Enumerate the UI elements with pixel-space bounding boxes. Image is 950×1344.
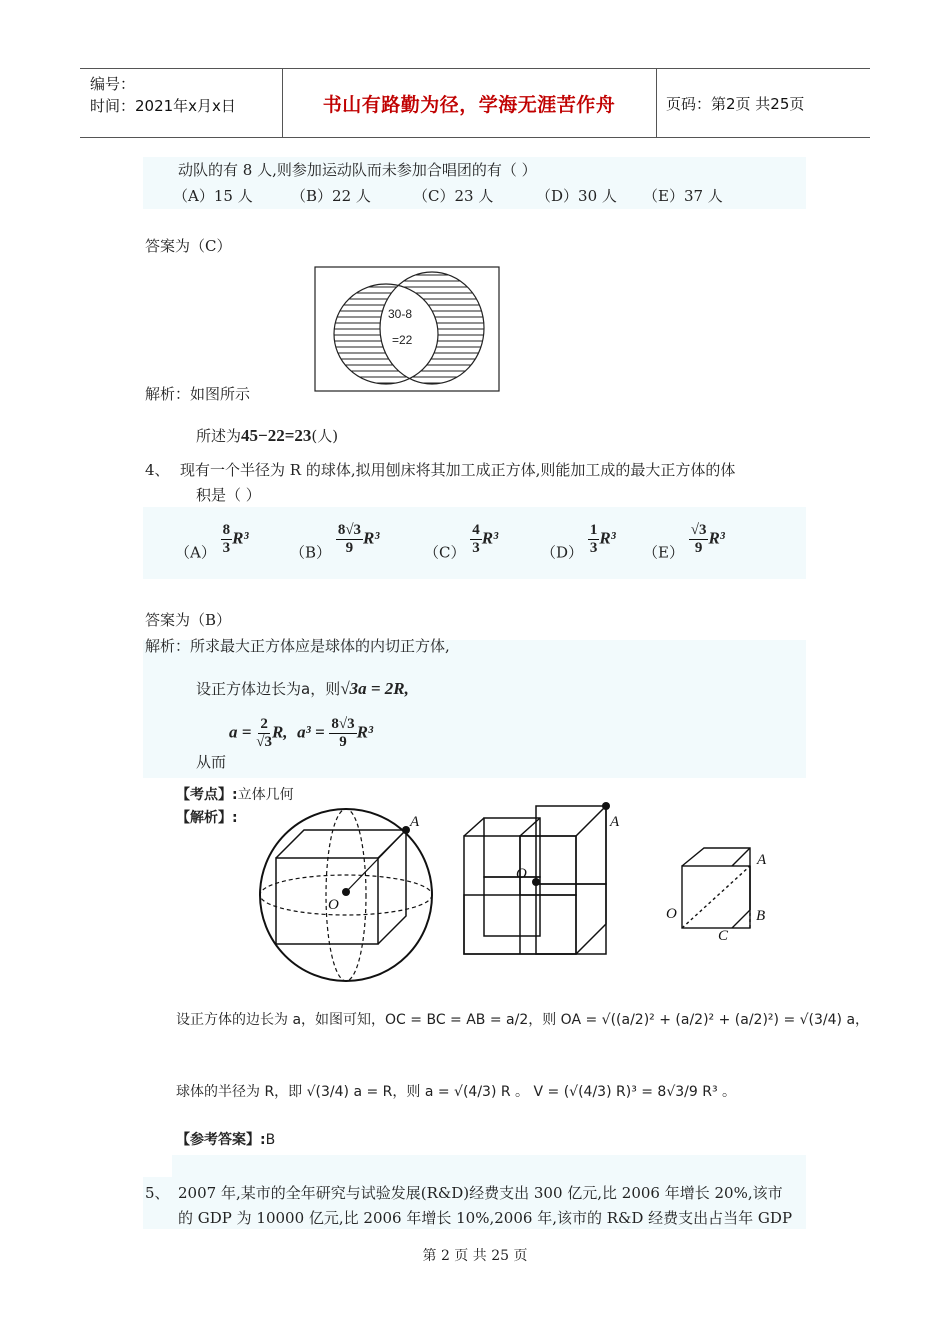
q4-line2: 积是（ ） [196, 486, 261, 504]
q3-option-a: （A）15 人 [173, 187, 253, 205]
q5-number: 5、 [145, 1184, 170, 1202]
q3-result-suffix: (人) [311, 427, 339, 445]
q3-option-b: （B）22 人 [291, 187, 371, 205]
label-c: C [718, 928, 729, 942]
small-cube-figure [664, 842, 774, 942]
header-time: 时间：2021年x月x日 [90, 97, 236, 115]
q4-option-d: （D） $\frac{1}{3}$ R³ [541, 522, 616, 562]
q4-line1: 现有一个半径为 R 的球体,拟用刨床将其加工成正方体,则能加工成的最大正方体的体 [180, 461, 736, 479]
header-number: 编号： [90, 75, 136, 93]
venn-label-top: 30-8 [388, 307, 413, 321]
shaded-block [143, 640, 806, 778]
document-header [80, 68, 870, 138]
q4-option-e: （E） $\frac{√3}{9}$ R³ [643, 522, 725, 562]
label-a: A [610, 814, 620, 830]
label-b: B [756, 908, 766, 924]
q3-option-d: （D）30 人 [536, 187, 617, 205]
q3-result-formula: 45−22=23 [241, 426, 312, 445]
q4-kaodian: 【考点】:立体几何 [176, 787, 294, 803]
q4-option-a: （A） $\frac{8}{3}$ R³ [175, 522, 249, 562]
label-o: O [666, 906, 677, 922]
q3-analysis: 解析：如图所示 [145, 385, 251, 403]
q3-line: 动队的有 8 人,则参加运动队而未参加合唱团的有（ ） [178, 161, 537, 179]
header-meta [90, 73, 236, 117]
q3-option-c: （C）23 人 [413, 187, 494, 205]
header-page-info: 页码：第2页 共25页 [666, 94, 805, 113]
label-o: O [516, 866, 527, 882]
q4-option-b: （B） $\frac{8√3}{9}$ R³ [290, 522, 380, 562]
q4-answer: 答案为（B） [145, 611, 232, 629]
q4-reference: 【参考答案】:B [176, 1132, 276, 1148]
label-a: A [757, 852, 767, 868]
q3-result [196, 426, 338, 446]
q4-explain-1: 设正方体的边长为 a，如图可知，OC = BC = AB = a/2，则 OA = √((a/2)² + (a/2)² + (a/2)²) = √(3/4) a， [176, 1012, 870, 1028]
label-o: O [328, 897, 339, 913]
q4-option-c: （C） $\frac{4}{3}$ R³ [424, 522, 499, 562]
q4-explain-2: 球体的半径为 R，即 √(3/4) a = R，则 a = √(4/3) R 。 V = (√(4/3) R)³ = 8√3/9 R³ 。 [176, 1084, 737, 1100]
q4-edge-line: 设正方体边长为a，则√3a = 2R, [196, 679, 409, 698]
q3-result-prefix: 所述为 [196, 427, 242, 445]
venn-diagram [314, 266, 500, 392]
q5-line2: 的 GDP 为 10000 亿元,比 2006 年增长 10%,2006 年,该市的 R&D 经费支出占当年 GDP [178, 1209, 793, 1227]
q3-option-e: （E）37 人 [643, 187, 723, 205]
header-motto: 书山有路勤为径，学海无涯苦作舟 [322, 93, 616, 116]
page-footer: 第 2 页 共 25 页 [422, 1248, 528, 1264]
sphere-cube-figure [256, 806, 446, 984]
header-divider [656, 69, 657, 137]
q3-answer: 答案为（C） [145, 237, 232, 255]
stacked-cubes-figure [458, 796, 628, 960]
q4-number: 4、 [145, 461, 170, 479]
q4-a-formula: a = $\frac{2}{√3}$ R, a³ = $\frac{8√3}{9}$ R³ [229, 716, 374, 750]
q4-analysis: 解析：所求最大正方体应是球体的内切正方体, [145, 637, 450, 655]
label-a: A [410, 814, 420, 830]
shaded-block [172, 1155, 806, 1177]
q5-line1: 2007 年,某市的全年研究与试验发展(R&D)经费支出 300 亿元,比 2006 年增长 20%,该市 [178, 1184, 783, 1202]
venn-label-bottom: =22 [392, 333, 413, 347]
q4-jiexi-label: 【解析】: [176, 810, 238, 826]
q4-from: 从而 [196, 753, 227, 771]
